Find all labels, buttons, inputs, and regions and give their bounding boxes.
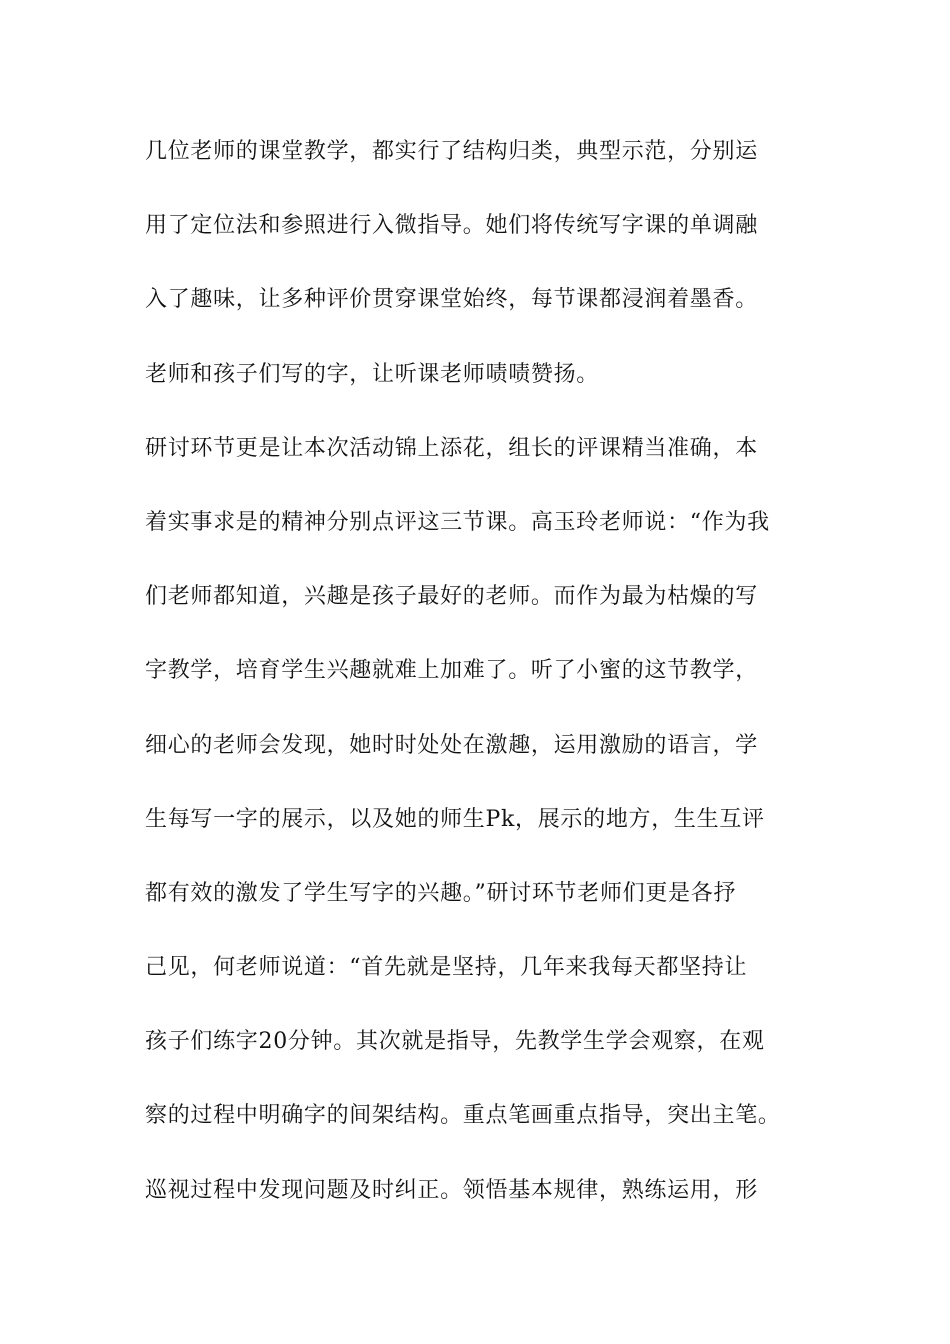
text-line-6: 着实事求是的精神分别点评这三节课。高玉玲老师说：“作为我 bbox=[145, 509, 770, 535]
text-line-7: 们老师都知道，兴趣是孩子最好的老师。而作为最为枯燥的写 bbox=[145, 584, 758, 610]
text-line-11: 都有效的激发了学生写字的兴趣。”研讨环节老师们更是各抒 bbox=[145, 880, 737, 906]
text-line-9: 细心的老师会发现，她时时处处在激趣，运用激励的语言，学 bbox=[145, 732, 758, 758]
text-line-3: 入了趣味，让多种评价贯穿课堂始终，每节课都浸润着墨香。 bbox=[145, 287, 758, 313]
body-text bbox=[145, 132, 835, 1245]
text-line-8: 字教学，培育学生兴趣就难上加难了。听了小蜜的这节教学， bbox=[145, 658, 758, 684]
text-line-13: 孩子们练字20分钟。其次就是指导，先教学生学会观察，在观 bbox=[145, 1029, 765, 1055]
text-line-14: 察的过程中明确字的间架结构。重点笔画重点指导，突出主笔。 bbox=[145, 1103, 781, 1129]
text-line-4: 老师和孩子们写的字，让听课老师啧啧赞扬。 bbox=[145, 361, 600, 387]
text-line-1: 几位老师的课堂教学，都实行了结构归类，典型示范，分别运 bbox=[145, 139, 758, 164]
text-line-2: 用了定位法和参照进行入微指导。她们将传统写字课的单调融 bbox=[145, 213, 758, 239]
text-line-10: 生每写一字的展示，以及她的师生Pk，展示的地方，生生互评 bbox=[145, 806, 765, 832]
text-line-5: 研讨环节更是让本次活动锦上添花，组长的评课精当准确，本 bbox=[145, 435, 758, 461]
text-line-12: 己见，何老师说道：“首先就是坚持，几年来我每天都坚持让 bbox=[145, 955, 748, 981]
text-line-15: 巡视过程中发现问题及时纠正。领悟基本规律，熟练运用，形 bbox=[145, 1177, 758, 1203]
